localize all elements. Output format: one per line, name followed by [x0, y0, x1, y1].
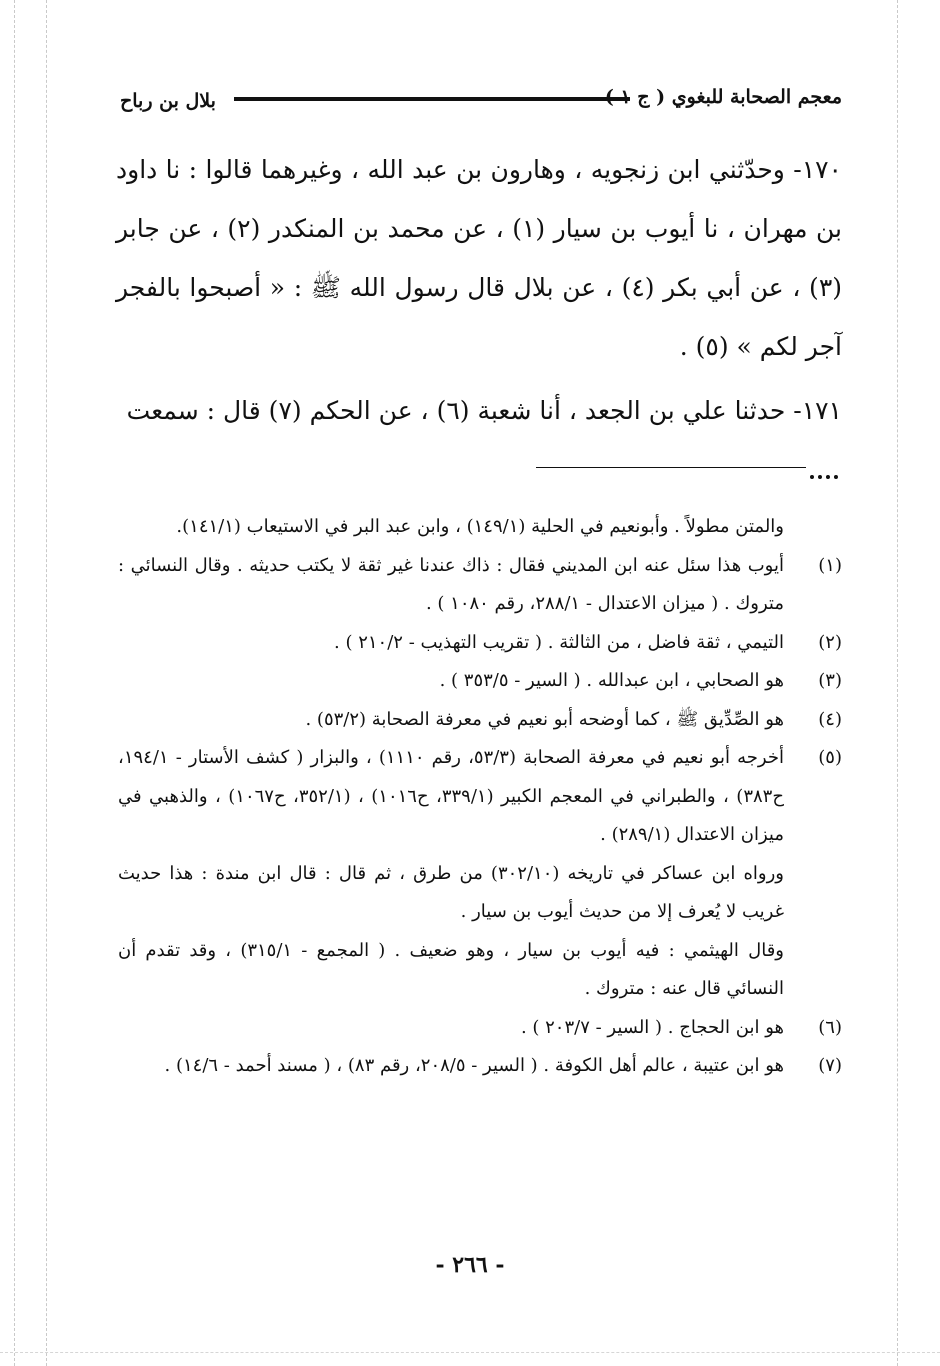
footnote-continuation: ورواه ابن عساكر في تاريخه (٣٠٢/١٠) من طرق ، ثم قال : قال ابن مندة : هذا حديث غريب لا يُعرف إلا من حديث أيوب بن سيار .	[118, 862, 784, 922]
footnote-separator-mark	[810, 475, 838, 479]
footnote-number: (٣)	[818, 670, 842, 691]
footnote-text: هو الصِّدِّيق ﷺ ، كما أوضحه أبو نعيم في معرفة الصحابة (٥٣/٢) .	[305, 708, 784, 730]
footnote-text: هو الصحابي ، ابن عبدالله . ( السير - ٣٥٣/٥ ) .	[439, 670, 784, 691]
footnote-number: (٦)	[818, 1016, 842, 1038]
footnote-number: (٢)	[818, 631, 842, 653]
footnote-text: هو ابن الحجاج . ( السير - ٢٠٣/٧ ) .	[520, 1016, 784, 1038]
footnote-continuation: وقال الهيثمي : فيه أيوب بن سيار ، وهو ضعيف . ( المجمع - ٣١٥/١) ، وقد تقدم أن النسائي قال عنه : متروك .	[118, 939, 784, 999]
footnote-number: (٧)	[818, 1055, 842, 1076]
running-header	[120, 84, 842, 116]
footnote-separator	[536, 467, 806, 468]
footnote-lead: والمتن مطولاً . وأبونعيم في الحلية (١٤٩/١) ، وابن عبد البر في الاستيعاب (١٤١/١).	[176, 516, 784, 537]
scan-guide-line	[0, 1352, 940, 1353]
chapter-title: بلال بن رباح	[120, 90, 216, 112]
footnote-item	[118, 1047, 842, 1086]
footnote-item	[118, 701, 842, 740]
footnote-text: أيوب هذا سئل عنه ابن المديني فقال : ذاك عندنا غير ثقة لا يكتب حديثه . وقال النسائي : متروك . ( ميزان الاعتدال - ٢٨٨/١، رقم ١٠٨٠ ) .	[118, 554, 784, 614]
footnote-text: هو ابن عتيبة ، عالم أهل الكوفة . ( السير - ٢٠٨/٥، رقم ٨٣) ، ( مسند أحمد - ١٤/٦) .	[164, 1055, 784, 1076]
footnote-number: (١)	[818, 554, 842, 576]
footnote-item	[118, 739, 842, 855]
footnote-item	[118, 624, 842, 663]
page-number: - ٢٦٦ -	[435, 1252, 505, 1278]
footnote-text: أخرجه أبو نعيم في معرفة الصحابة (٥٣/٣، رقم ١١١٠) ، والبزار ( كشف الأستار - ١٩٤/١، ح٣٨٣) ، والطبراني في المعجم الكبير (٣٣٩/١، ح١٠١٦) ، (٣٥٢/١، ح١٠٦٧) ، والذهبي في ميزان الاعتدال (٢٨٩/١) .	[118, 747, 784, 845]
scan-guide-line	[897, 0, 898, 1366]
scan-guide-line	[46, 0, 47, 1366]
footnote-number: (٤)	[818, 708, 842, 730]
footnote-number: (٥)	[818, 747, 842, 768]
scan-guide-line	[14, 0, 15, 1366]
book-title: معجم الصحابة للبغوي ( ج	[637, 86, 842, 108]
footnote-item	[118, 1009, 842, 1048]
footnotes	[118, 508, 842, 1086]
header-rule	[234, 97, 630, 101]
main-text	[116, 140, 842, 440]
footnote-item	[118, 662, 842, 701]
hadith-paragraph: ١٧١- حدثنا علي بن الجعد ، أنا شعبة (٦) ، عن الحكم (٧) قال : سمعت	[126, 396, 842, 425]
footnote-item	[118, 547, 842, 624]
hadith-paragraph: ١٧٠- وحدّثني ابن زنجويه ، وهارون بن عبد الله ، وغيرهما قالوا : نا داود بن مهران ، نا أيوب بن سيار (١) ، عن محمد بن المنكدر (٢) ، عن جابر (٣) ، عن أبي بكر (٤) ، عن بلال قال رسول الله ﷺ : « أصبحوا بالفجر آجر لكم » (٥) .	[116, 155, 843, 361]
footnote-text: التيمي ، ثقة فاضل ، من الثالثة . ( تقريب التهذيب - ٢١٠/٢ ) .	[334, 631, 784, 653]
